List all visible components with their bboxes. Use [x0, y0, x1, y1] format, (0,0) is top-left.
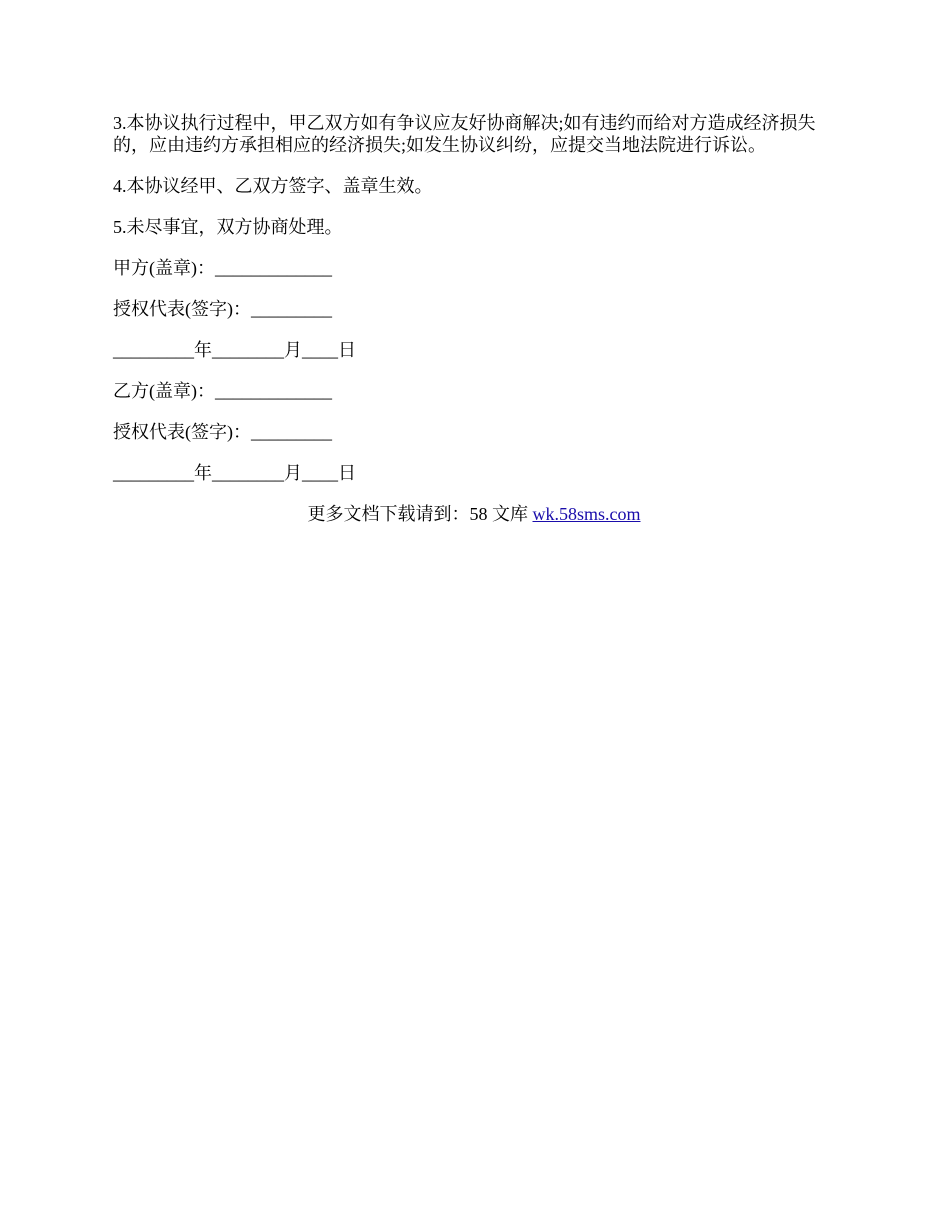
party-b-date-line: _________年________月____日	[113, 463, 356, 483]
party-b-seal-line: 乙方(盖章)：_____________	[113, 381, 332, 401]
party-b-representative-line: 授权代表(签字)：_________	[113, 422, 332, 442]
clause-3: 3.本协议执行过程中，甲乙双方如有争议应友好协商解决;如有违约而给对方造成经济损失的，应由违约方承担相应的经济损失;如发生协议纠纷，应提交当地法院进行诉讼。	[113, 113, 816, 155]
party-a-representative-line: 授权代表(签字)：_________	[113, 299, 332, 319]
document-body	[113, 112, 835, 525]
footer-text: 更多文档下载请到：58 文库	[307, 504, 533, 524]
clause-5: 5.未尽事宜，双方协商处理。	[113, 217, 343, 237]
party-a-date-line: _________年________月____日	[113, 340, 356, 360]
clause-4: 4.本协议经甲、乙双方签字、盖章生效。	[113, 176, 433, 196]
footer-download-note	[113, 503, 835, 525]
footer-link[interactable]: wk.58sms.com	[532, 504, 641, 524]
party-a-seal-line: 甲方(盖章)：_____________	[113, 258, 332, 278]
